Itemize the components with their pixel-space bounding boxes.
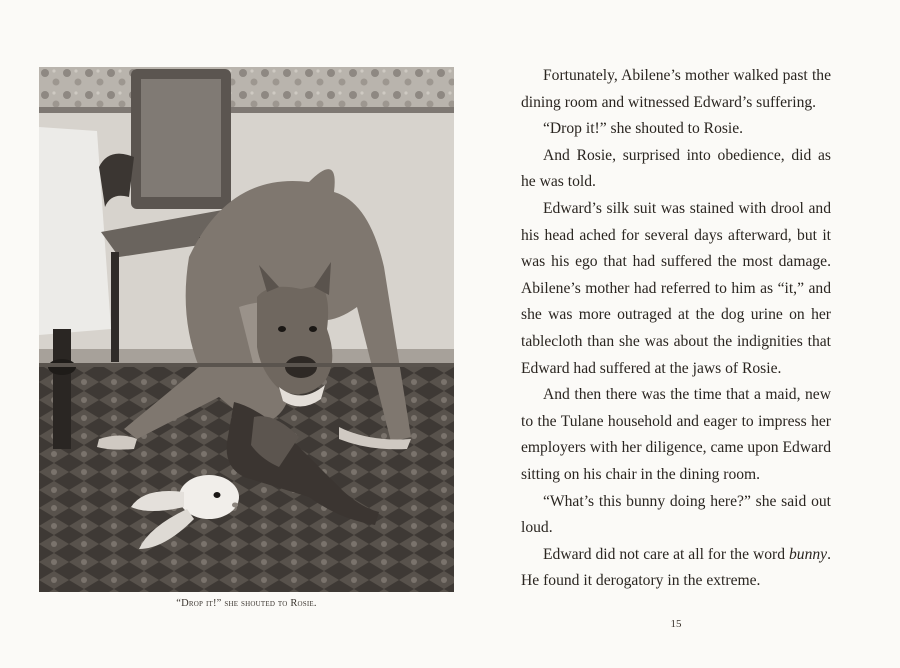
page-number: 15 [670,618,682,630]
illustration-caption: “Drop it!” she shouted to Rosie. [176,598,317,609]
paragraph-text: Edward did not care at all for the word [543,545,789,563]
paragraph: And then there was the time that a maid, new to the Tulane household and eager to impress her employers with her diligence, came upon Edward sitting on his chair in the dining room. [521,386,831,483]
paragraph: “What’s this bunny doing here?” she said out loud. [521,492,831,537]
illustration-dog-with-rabbit [39,67,454,592]
paragraph: Fortunately, Abilene’s mother walked past the dining room and witnessed Edward’s suffering. [521,67,831,111]
paragraph-last [521,542,831,595]
story-text [521,63,831,595]
paragraph: And Rosie, surprised into obedience, did as he was told. [521,146,831,191]
paragraph-text: . He found it derogatory in the extreme. [521,545,831,590]
paragraph: “Drop it!” she shouted to Rosie. [543,120,744,138]
paragraph: Edward’s silk suit was stained with drool and his head ached for several days afterward, but it was his ego that had suffered the most damage. Abilene’s mother had referred to him as “it,” and she was more outraged at the dog urine on her tablecloth than she was about the indignities that Edward had suffered at the jaws of Rosie. [521,199,831,377]
emphasized-word: bunny [788,545,828,563]
